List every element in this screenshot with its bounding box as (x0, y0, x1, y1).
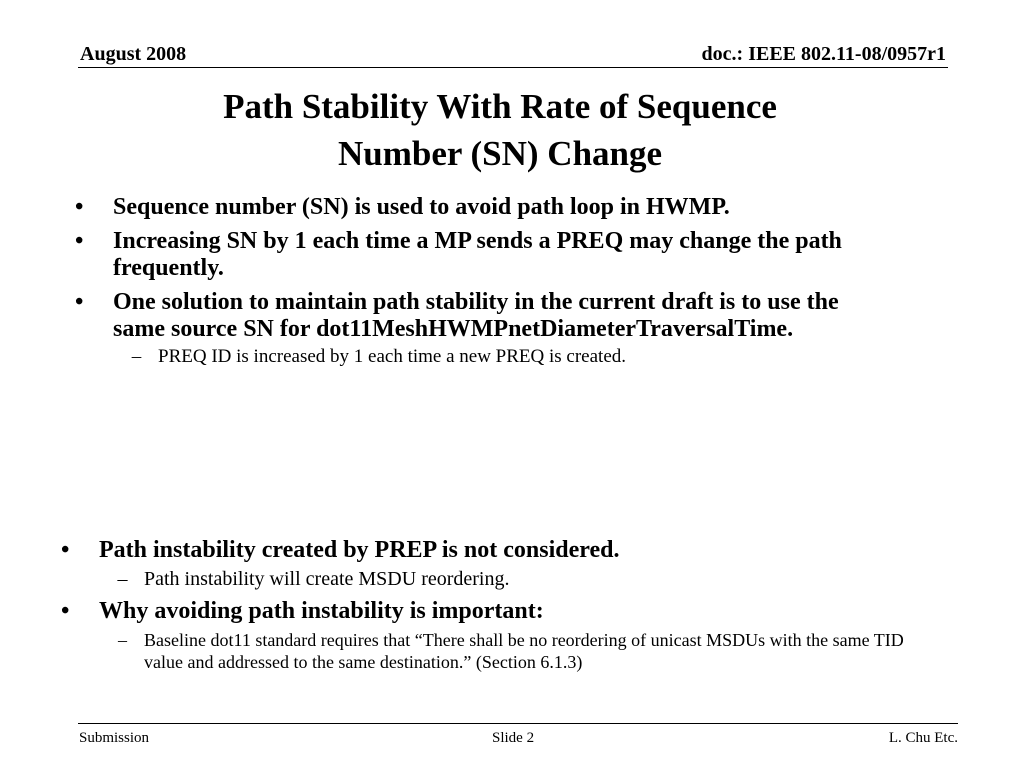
dash-marker: – (131, 346, 142, 367)
bullet-marker: • (61, 537, 70, 563)
bullet-text: Sequence number (SN) is used to avoid path loop in HWMP. (113, 194, 730, 220)
bullet-item (73, 228, 883, 282)
bullet-text: Increasing SN by 1 each time a MP sends a PREQ may change the path frequently. (113, 228, 842, 281)
slide-title-line-2: Number (SN) Change (337, 134, 663, 173)
bullet-list-top (73, 194, 883, 374)
footer-author: L. Chu Etc. (888, 730, 958, 746)
bullet-marker: • (75, 194, 84, 220)
footer-divider (78, 723, 958, 724)
bullet-marker: • (75, 289, 84, 315)
sub-bullet-text: Baseline dot11 standard requires that “There shall be no reordering of unicast MSDUs with the same TID value and addressed to the same destination.” (Section 6.1.3) (144, 630, 904, 672)
footer-slide-number: Slide 2 (492, 730, 535, 746)
sub-bullet-list (113, 345, 883, 368)
header-date: August 2008 (80, 43, 187, 65)
bullet-list-bottom (59, 537, 919, 680)
header-divider (78, 67, 948, 68)
header-doc-id: doc.: IEEE 802.11-08/0957r1 (701, 43, 946, 65)
bullet-text: Why avoiding path instability is important: (99, 598, 544, 624)
sub-bullet-list (99, 629, 919, 673)
bullet-text: One solution to maintain path stability in the current draft is to use the same source SN for dot11MeshHWMPnetDiameterTraversalTime. (113, 289, 839, 342)
dash-marker: – (118, 630, 127, 650)
bullet-marker: • (75, 228, 84, 254)
sub-bullet-list (99, 568, 919, 591)
bullet-marker: • (61, 598, 70, 624)
bullet-text: Path instability created by PREP is not considered. (99, 537, 620, 563)
sub-bullet-text: Path instability will create MSDU reordering. (144, 568, 510, 590)
slide-title-line-1: Path Stability With Rate of Sequence (223, 87, 777, 126)
sub-bullet-text: PREQ ID is increased by 1 each time a new PREQ is created. (158, 346, 627, 367)
dash-marker: – (117, 568, 128, 590)
bullet-item (73, 194, 883, 221)
bullet-item (59, 598, 919, 673)
sub-bullet-item (99, 629, 919, 673)
sub-bullet-item (99, 568, 919, 591)
footer-submission: Submission (79, 730, 150, 746)
slide-title (100, 83, 900, 177)
sub-bullet-item (113, 345, 883, 368)
bullet-item (73, 289, 883, 368)
bullet-item (59, 537, 919, 591)
